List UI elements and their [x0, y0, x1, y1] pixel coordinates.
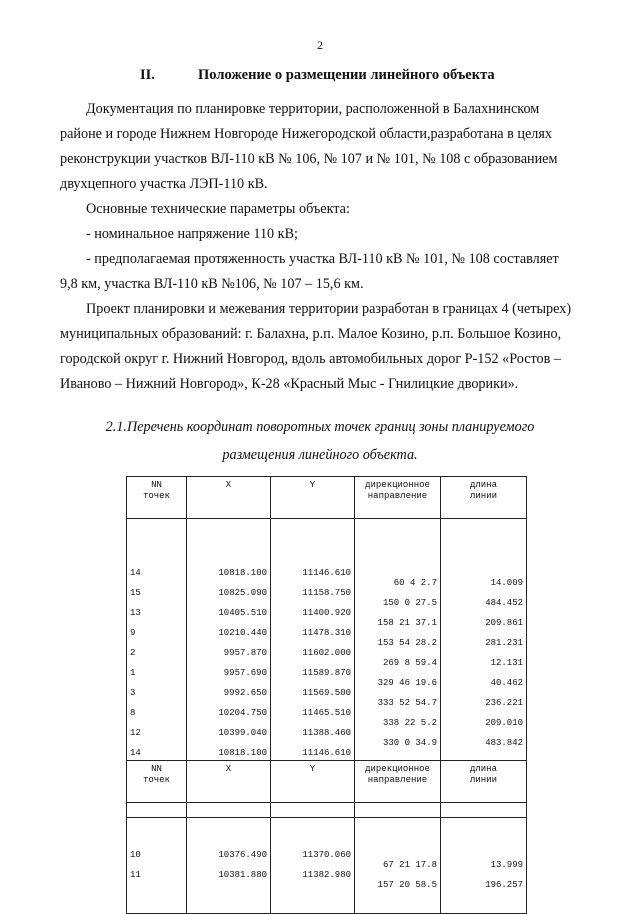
table-cell: 157 20 58.5: [377, 880, 437, 890]
header-y: Y: [271, 761, 355, 803]
points-column: [127, 803, 187, 914]
table-cell: 13: [130, 608, 141, 618]
table-cell: 12.131: [490, 658, 523, 668]
table-cell: 329 46 19.6: [377, 678, 437, 688]
coordinates-table-2: [126, 760, 527, 914]
table-cell: 11589.870: [302, 668, 351, 678]
table-cell: 10818.100: [218, 568, 267, 578]
table-header-row: [127, 761, 527, 803]
table-cell: 10825.090: [218, 588, 267, 598]
table-cell: 11370.060: [302, 850, 351, 860]
paragraph-params-heading: Основные технические параметры объекта:: [86, 201, 350, 217]
table-cell: 11382.980: [302, 870, 351, 880]
table-cell: 10399.040: [218, 728, 267, 738]
x-column: [187, 803, 271, 914]
table-cell: 11465.510: [302, 708, 351, 718]
table-cell: 333 52 54.7: [377, 698, 437, 708]
header-nn: NN точек: [127, 761, 187, 803]
table-cell: 67 21 17.8: [382, 860, 437, 870]
length-column: [441, 803, 527, 914]
table-cell: 10818.100: [218, 748, 267, 758]
table-cell: 12: [130, 728, 141, 738]
table-cell: 10381.880: [218, 870, 267, 880]
paragraph-line: городской округ г. Нижний Новгород, вдоль автомобильных дорог Р-152 «Ростов –: [60, 351, 561, 367]
table-cell: 11158.750: [302, 588, 351, 598]
table-cell: 338 22 5.2: [382, 718, 437, 728]
table-cell: 10210.440: [218, 628, 267, 638]
table-cell: 11388.460: [302, 728, 351, 738]
table-cell: 11146.610: [302, 568, 351, 578]
paragraph-municipalities: [60, 297, 580, 397]
section-number: II.: [140, 67, 155, 83]
paragraph-line: Проект планировки и межевания территории разработан в границах 4 (четырех): [86, 301, 572, 317]
table-cell: 60 4 2.7: [393, 578, 437, 588]
table-cell: 9957.870: [223, 648, 267, 658]
table-cell: 13.999: [490, 860, 523, 870]
table-cell: 3: [130, 688, 136, 698]
table-cell: 14: [130, 748, 141, 758]
paragraph-line: Иваново – Нижний Новгород», К-28 «Красный Мыс - Гнилицкие дворики».: [60, 376, 519, 392]
paragraph-line: двухцепного участка ЛЭП-110 кВ.: [60, 176, 268, 192]
table-cell: 9: [130, 628, 136, 638]
paragraph-line: Документация по планировке территории, расположенной в Балахнинском: [86, 101, 540, 117]
table-cell: 158 21 37.1: [377, 618, 437, 628]
table-row: [127, 803, 527, 914]
header-x: X: [187, 761, 271, 803]
table-cell: 281.231: [485, 638, 523, 648]
header-length: длина линии: [441, 761, 527, 803]
body-text: [60, 97, 580, 397]
table-cell: 484.452: [485, 598, 523, 608]
caption-line: 2.1.Перечень координат поворотных точек границ зоны планируемого: [105, 419, 535, 435]
table-cell: 236.221: [485, 698, 523, 708]
table-cell: 9992.650: [223, 688, 267, 698]
page-number: 2: [317, 38, 323, 52]
header-x: X: [187, 477, 271, 519]
header-y: Y: [271, 477, 355, 519]
header-direction: дирекционное направление: [355, 761, 441, 803]
table-cell: 15: [130, 588, 141, 598]
table-cell: 150 0 27.5: [382, 598, 437, 608]
y-column: [271, 803, 355, 914]
table-cell: 10: [130, 850, 141, 860]
table-cell: 11478.310: [302, 628, 351, 638]
table-cell: 11: [130, 870, 141, 880]
header-nn: NN точек: [127, 477, 187, 519]
paragraph-line: районе и городе Нижнем Новгороде Нижегородской области,разработана в целях: [60, 126, 552, 142]
table-header-row: [127, 477, 527, 519]
direction-column: [355, 803, 441, 914]
paragraph-length: [60, 247, 580, 297]
table-cell: 11146.610: [302, 748, 351, 758]
table-cell: 10405.510: [218, 608, 267, 618]
table-cell: 153 54 28.2: [377, 638, 437, 648]
table-cell: 269 8 59.4: [382, 658, 437, 668]
table-cell: 2: [130, 648, 136, 658]
table-cell: 9957.690: [223, 668, 267, 678]
paragraph-line: 9,8 км, участка ВЛ-110 кВ №106, № 107 – 15,6 км.: [60, 276, 364, 292]
table-cell: 11569.500: [302, 688, 351, 698]
paragraph-line: реконструкции участков ВЛ-110 кВ № 106, № 107 и № 101, № 108 с образованием: [60, 151, 558, 167]
table-cell: 10204.750: [218, 708, 267, 718]
table-cell: 330 0 34.9: [382, 738, 437, 748]
table-cell: 14: [130, 568, 141, 578]
paragraph-voltage: - номинальное напряжение 110 кВ;: [86, 226, 298, 242]
table-cell: 11400.920: [302, 608, 351, 618]
table-cell: 1: [130, 668, 136, 678]
table-caption: [60, 413, 580, 469]
header-direction: дирекционное направление: [355, 477, 441, 519]
table-cell: 209.010: [485, 718, 523, 728]
table-cell: 14.009: [490, 578, 523, 588]
table-cell: 209.861: [485, 618, 523, 628]
paragraph-line: муниципальных образований: г. Балахна, р.п. Малое Козино, р.п. Большое Козино,: [60, 326, 562, 342]
table-cell: 483.842: [485, 738, 523, 748]
section-title: Положение о размещении линейного объекта: [198, 67, 495, 83]
table-cell: 10376.490: [218, 850, 267, 860]
table-cell: 8: [130, 708, 136, 718]
table-cell: 196.257: [485, 880, 523, 890]
table-cell: 40.462: [490, 678, 523, 688]
paragraph-line: - предполагаемая протяженность участка ВЛ-110 кВ № 101, № 108 составляет: [86, 251, 559, 267]
table-cell: 11602.000: [302, 648, 351, 658]
caption-line: размещения линейного объекта.: [222, 447, 418, 463]
header-length: длина линии: [441, 477, 527, 519]
paragraph-intro: [60, 97, 580, 197]
